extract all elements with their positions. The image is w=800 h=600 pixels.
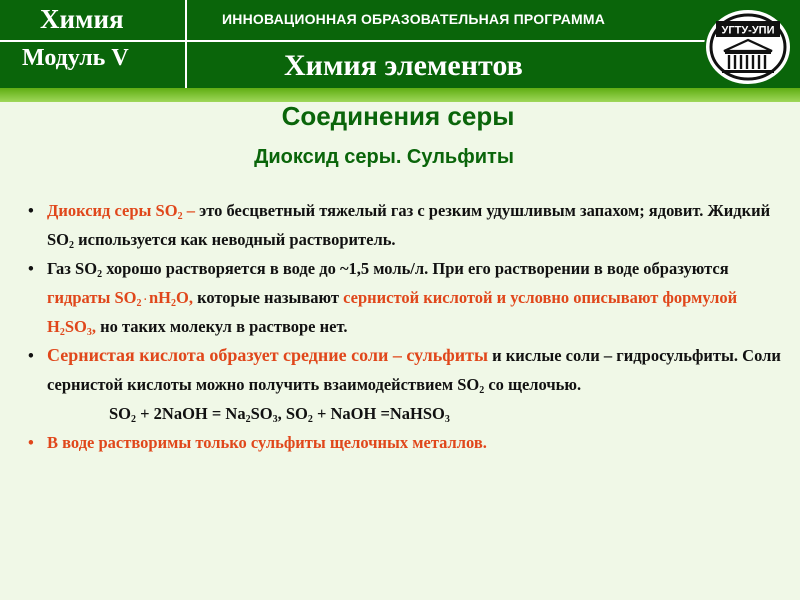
subject-title: Химия (40, 4, 124, 34)
page-subtitle: Диоксид серы. Сульфиты (254, 146, 514, 168)
reaction-equation: $SO_2$ + 2NaOH = $Na_2SO_3$, $SO_2$ + NaOH =NaHSO$_3$ (109, 404, 450, 425)
header-bar (0, 0, 800, 88)
logo-text: УГТУ-УПИ (721, 24, 775, 37)
term-hydrates: гидраты $SO_2$ . $nH_2O$, (47, 288, 193, 309)
term-sulfurous-acid: сернистой кислотой и условно описывают формулой $H_2SO_3$, (47, 288, 738, 338)
bullet-icon: • (28, 201, 34, 220)
program-title: ИННОВАЦИОННАЯ ОБРАЗОВАТЕЛЬНАЯ ПРОГРАММА (222, 11, 606, 27)
paragraph-sulfur-dioxide: • Диоксид серы $SO_2$ – это бесцветный тяжелый газ с резким удушливым запахом; ядовит. Жидкий $SO_2$ используется как неводный растворитель. (28, 196, 783, 254)
term-sulfites: Сернистая кислота образует средние соли – сульфиты (47, 345, 488, 365)
university-logo (700, 4, 796, 90)
term-soluble-sulfites: В воде растворимы только сульфиты щелочных металлов. (47, 433, 487, 452)
slide-content (28, 196, 783, 457)
bullet-icon: • (28, 433, 34, 452)
header-divider-vertical (185, 0, 187, 88)
paragraph-solubility: • Газ $SO_2$ хорошо растворяется в воде до ~1,5 моль/л. При его растворении в воде образуются гидраты $SO_2$ . $nH_2O$, которые называют сернистой кислотой и условно описывают формулой $H_2SO_3$, но таких молекул в растворе нет. (28, 254, 783, 341)
term-sulfur-dioxide: Диоксид серы $SO_2$ – (47, 201, 200, 222)
course-title: Химия элементов (284, 49, 523, 82)
paragraph-soluble-sulfites (28, 428, 783, 457)
page-title: Соединения серы (281, 101, 515, 131)
module-label: Модуль V (22, 45, 129, 71)
bullet-icon: • (28, 259, 34, 278)
bullet-icon: • (28, 346, 34, 365)
paragraph-sulfites: • Сернистая кислота образует средние соли – сульфиты и кислые соли – гидросульфиты. Соли сернистой кислоты можно получить взаимодействием $SO_2$ со щелочью. (28, 341, 783, 399)
header-accent-stripe (0, 88, 800, 102)
header-divider-horizontal (0, 40, 712, 42)
